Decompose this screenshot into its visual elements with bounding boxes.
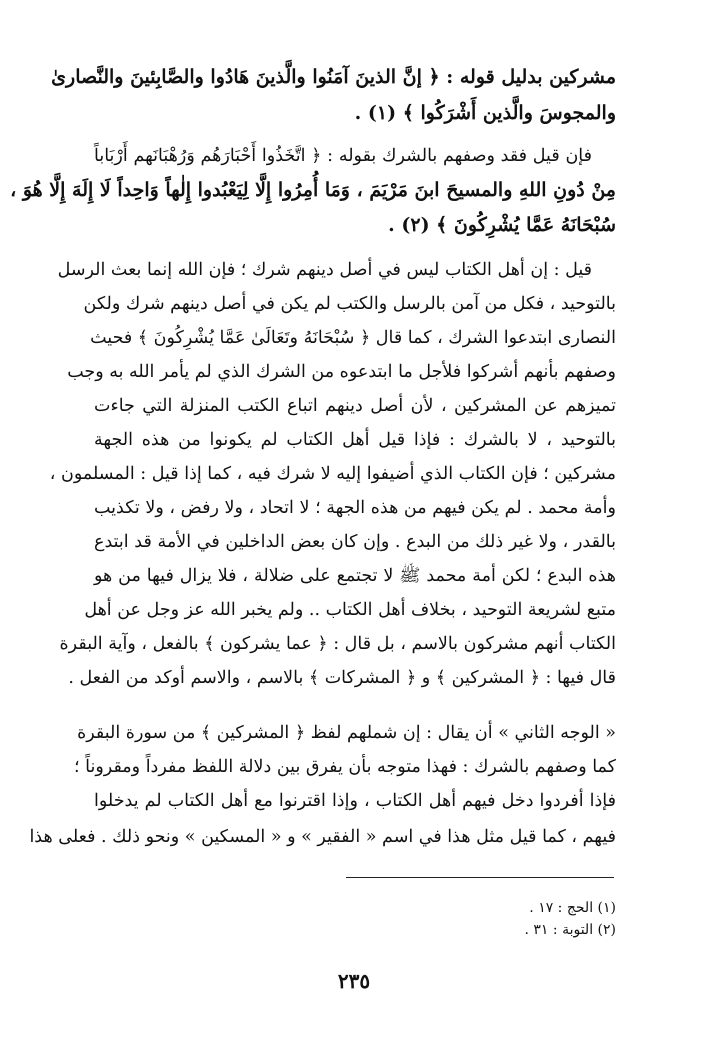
- text-line-16: متبع لشريعة التوحيد ، بخلاف أهل الكتاب .. ولم يخبر الله عز وجل عن أهل: [84, 600, 616, 620]
- text-line-12: مشركين ؛ فإن الكتاب الذي أضيفوا إليه لا شرك فيه ، كما إذا قيل : المسلمون ،: [49, 464, 616, 484]
- text-line-22: فيهم ، كما قيل مثل هذا في اسم « الفقير » و « المسكين » ونحو ذلك . فعلى هذا: [29, 827, 616, 847]
- text-line-21: فإذا أفردوا دخل فيهم أهل الكتاب ، وإذا اقترنوا مع أهل الكتاب لم يدخلوا: [94, 791, 616, 811]
- text-line-11: بالتوحيد ، لا بالشرك : فإذا قيل أهل الكتاب لم يكونوا من هذه الجهة: [94, 430, 616, 450]
- text-line-2: والمجوسَ والَّذين أَشْرَكُوا ﴾ (١) .: [354, 102, 616, 124]
- text-line-17: الكتاب أنهم مشركون بالاسم ، بل قال : ﴿ عما يشركون ﴾ بالفعل ، وآية البقرة: [59, 634, 616, 654]
- text-line-10: تميزهم عن المشركين ، لأن أصل دينهم اتباع الكتب المنزلة التي جاءت: [94, 396, 616, 416]
- text-line-5: سُبْحَانَهُ عَمَّا يُشْرِكُونَ ﴾ (٢) .: [388, 214, 616, 236]
- text-line-1: مشركين بدليل قوله : ﴿ إنَّ الذينَ آمَنُوا والَّذينَ هَادُوا والصَّابِئينَ والنَّصارىٰ: [51, 66, 616, 88]
- text-line-8: النصارى ابتدعوا الشرك ، كما قال ﴿ سُبْحَانَهُ وتَعَالَىٰ عَمَّا يُشْرِكُونَ ﴾ فحيث: [90, 328, 616, 348]
- footnote-separator: [346, 877, 614, 878]
- text-line-6: قيل : إن أهل الكتاب ليس في أصل دينهم شرك ؛ فإن الله إنما بعث الرسل: [57, 260, 592, 280]
- text-line-3: فإن قيل فقد وصفهم بالشرك بقوله : ﴿ اتَّخَذُوا أَحْبَارَهُم وَرُهْبَانَهم أَرْبَاباً: [94, 146, 592, 166]
- text-line-14: بالقدر ، ولا غير ذلك من البدع . وإن كان بعض الداخلين في الأمة قد ابتدع: [94, 532, 616, 552]
- text-line-18: قال فيها : ﴿ المشركين ﴾ و ﴿ المشركات ﴾ بالاسم ، والاسم أوكد من الفعل .: [68, 668, 616, 688]
- text-line-20: كما وصفهم بالشرك : فهذا متوجه بأن يفرق بين دلالة اللفظ مفرداً ومقروناً ؛: [74, 757, 616, 777]
- text-line-9: وصفهم بأنهم أشركوا فلأجل ما ابتدعوه من الشرك الذي لم يأمر الله به وجب: [67, 362, 616, 382]
- page-number: ٢٣٥: [337, 969, 371, 993]
- footnote-2: (٢) التوبة : ٣١ .: [524, 922, 616, 938]
- text-line-19: « الوجه الثاني » أن يقال : إن شملهم لفظ ﴿ المشركين ﴾ من سورة البقرة: [77, 723, 616, 743]
- text-line-13: وأمة محمد . لم يكن فيهم من هذه الجهة ؛ لا اتحاد ، ولا رفض ، ولا تكذيب: [94, 498, 616, 518]
- text-line-15: هذه البدع ؛ لكن أمة محمد ﷺ لا تجتمع على ضلالة ، فلا يزال فيها من هو: [94, 566, 616, 586]
- text-line-7: بالتوحيد ، فكل من آمن بالرسل والكتب لم يكن في أصل دينهم شرك ولكن: [83, 294, 616, 314]
- footnote-1: (١) الحج : ١٧ .: [529, 900, 616, 916]
- text-line-4: مِنْ دُونِ اللهِ والمسيحَ ابنَ مَرْيَمَ ، وَمَا أُمِرُوا إِلَّا لِيَعْبُدوا إِلٰهاً وَاحِداً لَا إِلَهَ إِلَّا هُوَ ،: [10, 179, 616, 201]
